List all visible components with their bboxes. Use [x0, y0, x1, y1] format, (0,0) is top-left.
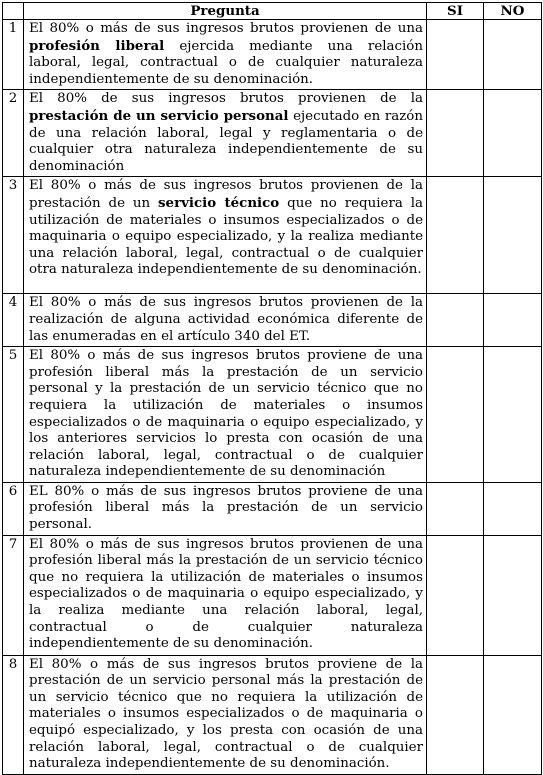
row-number: 5	[3, 347, 24, 483]
table-row	[3, 177, 542, 294]
answer-no-cell[interactable]	[484, 294, 542, 347]
question-text	[24, 294, 427, 347]
table-row	[3, 294, 542, 347]
question-text-emphasis: prestación de un servicio personal	[29, 107, 289, 124]
table-row	[3, 90, 542, 177]
question-rows	[3, 20, 542, 775]
question-text-segment: El 80% o más de sus ingresos brutos provienen de la prestación de un	[29, 178, 423, 211]
answer-no-cell[interactable]	[484, 20, 542, 90]
question-text-segment: EL 80% o más de sus ingresos brutos proviene de una profesión liberal más la prestación de un servicio personal.	[29, 483, 423, 533]
header-yes: SI	[427, 3, 484, 20]
answer-no-cell[interactable]	[484, 482, 542, 535]
table-row	[3, 535, 542, 655]
question-text-segment: El 80% o más de sus ingresos brutos provienen de una profesión liberal más la prestación de un servicio técnico que no requiera la utilización de materiales o insumos especializados o de maquinaria o equipo especializado, y la realiza mediante una relación laboral, legal, contractual o de cualquier naturaleza independientemente de su denominación.	[29, 536, 423, 652]
question-text-segment: que no requiera la utilización de materiales o insumos especializados o de maquinaria o equipo especializado, y la realiza mediante una relación laboral, legal, contractual o de cualquier otra naturaleza independientemente de su denominación.	[29, 195, 423, 278]
answer-yes-cell[interactable]	[427, 294, 484, 347]
table-row	[3, 347, 542, 483]
answer-yes-cell[interactable]	[427, 535, 484, 655]
answer-yes-cell[interactable]	[427, 20, 484, 90]
row-number: 8	[3, 655, 24, 774]
question-text	[24, 482, 427, 535]
question-text-segment: El 80% o más de sus ingresos brutos provienen de una	[29, 21, 423, 36]
question-text	[24, 177, 427, 294]
header-row	[3, 3, 542, 20]
questionnaire	[2, 2, 541, 775]
answer-yes-cell[interactable]	[427, 90, 484, 177]
question-text-segment: ejecutado en razón de una relación laboral, legal y reglamentaria o de cualquier otra naturaleza independientemente de su denominación	[29, 108, 423, 174]
header-number	[3, 3, 24, 20]
answer-no-cell[interactable]	[484, 655, 542, 774]
answer-yes-cell[interactable]	[427, 482, 484, 535]
question-text	[24, 655, 427, 774]
row-number: 1	[3, 20, 24, 90]
header-question: Pregunta	[24, 3, 427, 20]
question-text	[24, 20, 427, 90]
answer-no-cell[interactable]	[484, 347, 542, 483]
row-number: 2	[3, 90, 24, 177]
question-text-segment: El 80% o más de sus ingresos brutos proviene de una profesión liberal más la prestación de un servicio personal y la prestación de un servicio técnico que no requiera la utilización de materiales o insumos especializados o de maquinaria o equipo especializado, y los anteriores servicios lo presta con ocasión de una relación laboral, legal, contractual o de cualquier naturaleza independientemente de su denominación	[29, 348, 423, 480]
question-text	[24, 535, 427, 655]
row-number: 4	[3, 294, 24, 347]
question-text-emphasis: profesión liberal	[29, 37, 165, 54]
row-number: 7	[3, 535, 24, 655]
answer-yes-cell[interactable]	[427, 177, 484, 294]
answer-no-cell[interactable]	[484, 177, 542, 294]
table-row	[3, 482, 542, 535]
table-row	[3, 655, 542, 774]
header-no: NO	[484, 3, 542, 20]
question-text-segment: El 80% o más de sus ingresos brutos provienen de la realización de alguna actividad económica diferente de las enumeradas en el artículo 340 del ET.	[29, 295, 423, 344]
answer-no-cell[interactable]	[484, 90, 542, 177]
question-text	[24, 90, 427, 177]
question-text-segment: El 80% de sus ingresos brutos provienen de la	[29, 91, 423, 107]
answer-yes-cell[interactable]	[427, 347, 484, 483]
table-row	[3, 20, 542, 90]
answer-yes-cell[interactable]	[427, 655, 484, 774]
answer-no-cell[interactable]	[484, 535, 542, 655]
question-text-emphasis: servicio técnico	[158, 194, 280, 211]
question-text-segment: El 80% o más de sus ingresos brutos proviene de la prestación de un servicio personal más la prestación de un servicio técnico que no requiera la utilización de materiales o insumos especializados o de maquinaria o equipó especializado, y los presta con ocasión de una relación laboral, legal, contractual o de cualquier naturaleza independientemente de su denominación.	[29, 656, 423, 772]
row-number: 6	[3, 482, 24, 535]
question-text-segment: ejercida mediante una relación laboral, legal, contractual o de cualquier naturaleza independientemente de su denominación.	[29, 38, 423, 87]
question-text	[24, 347, 427, 483]
row-number: 3	[3, 177, 24, 294]
questionnaire-table	[2, 2, 542, 775]
